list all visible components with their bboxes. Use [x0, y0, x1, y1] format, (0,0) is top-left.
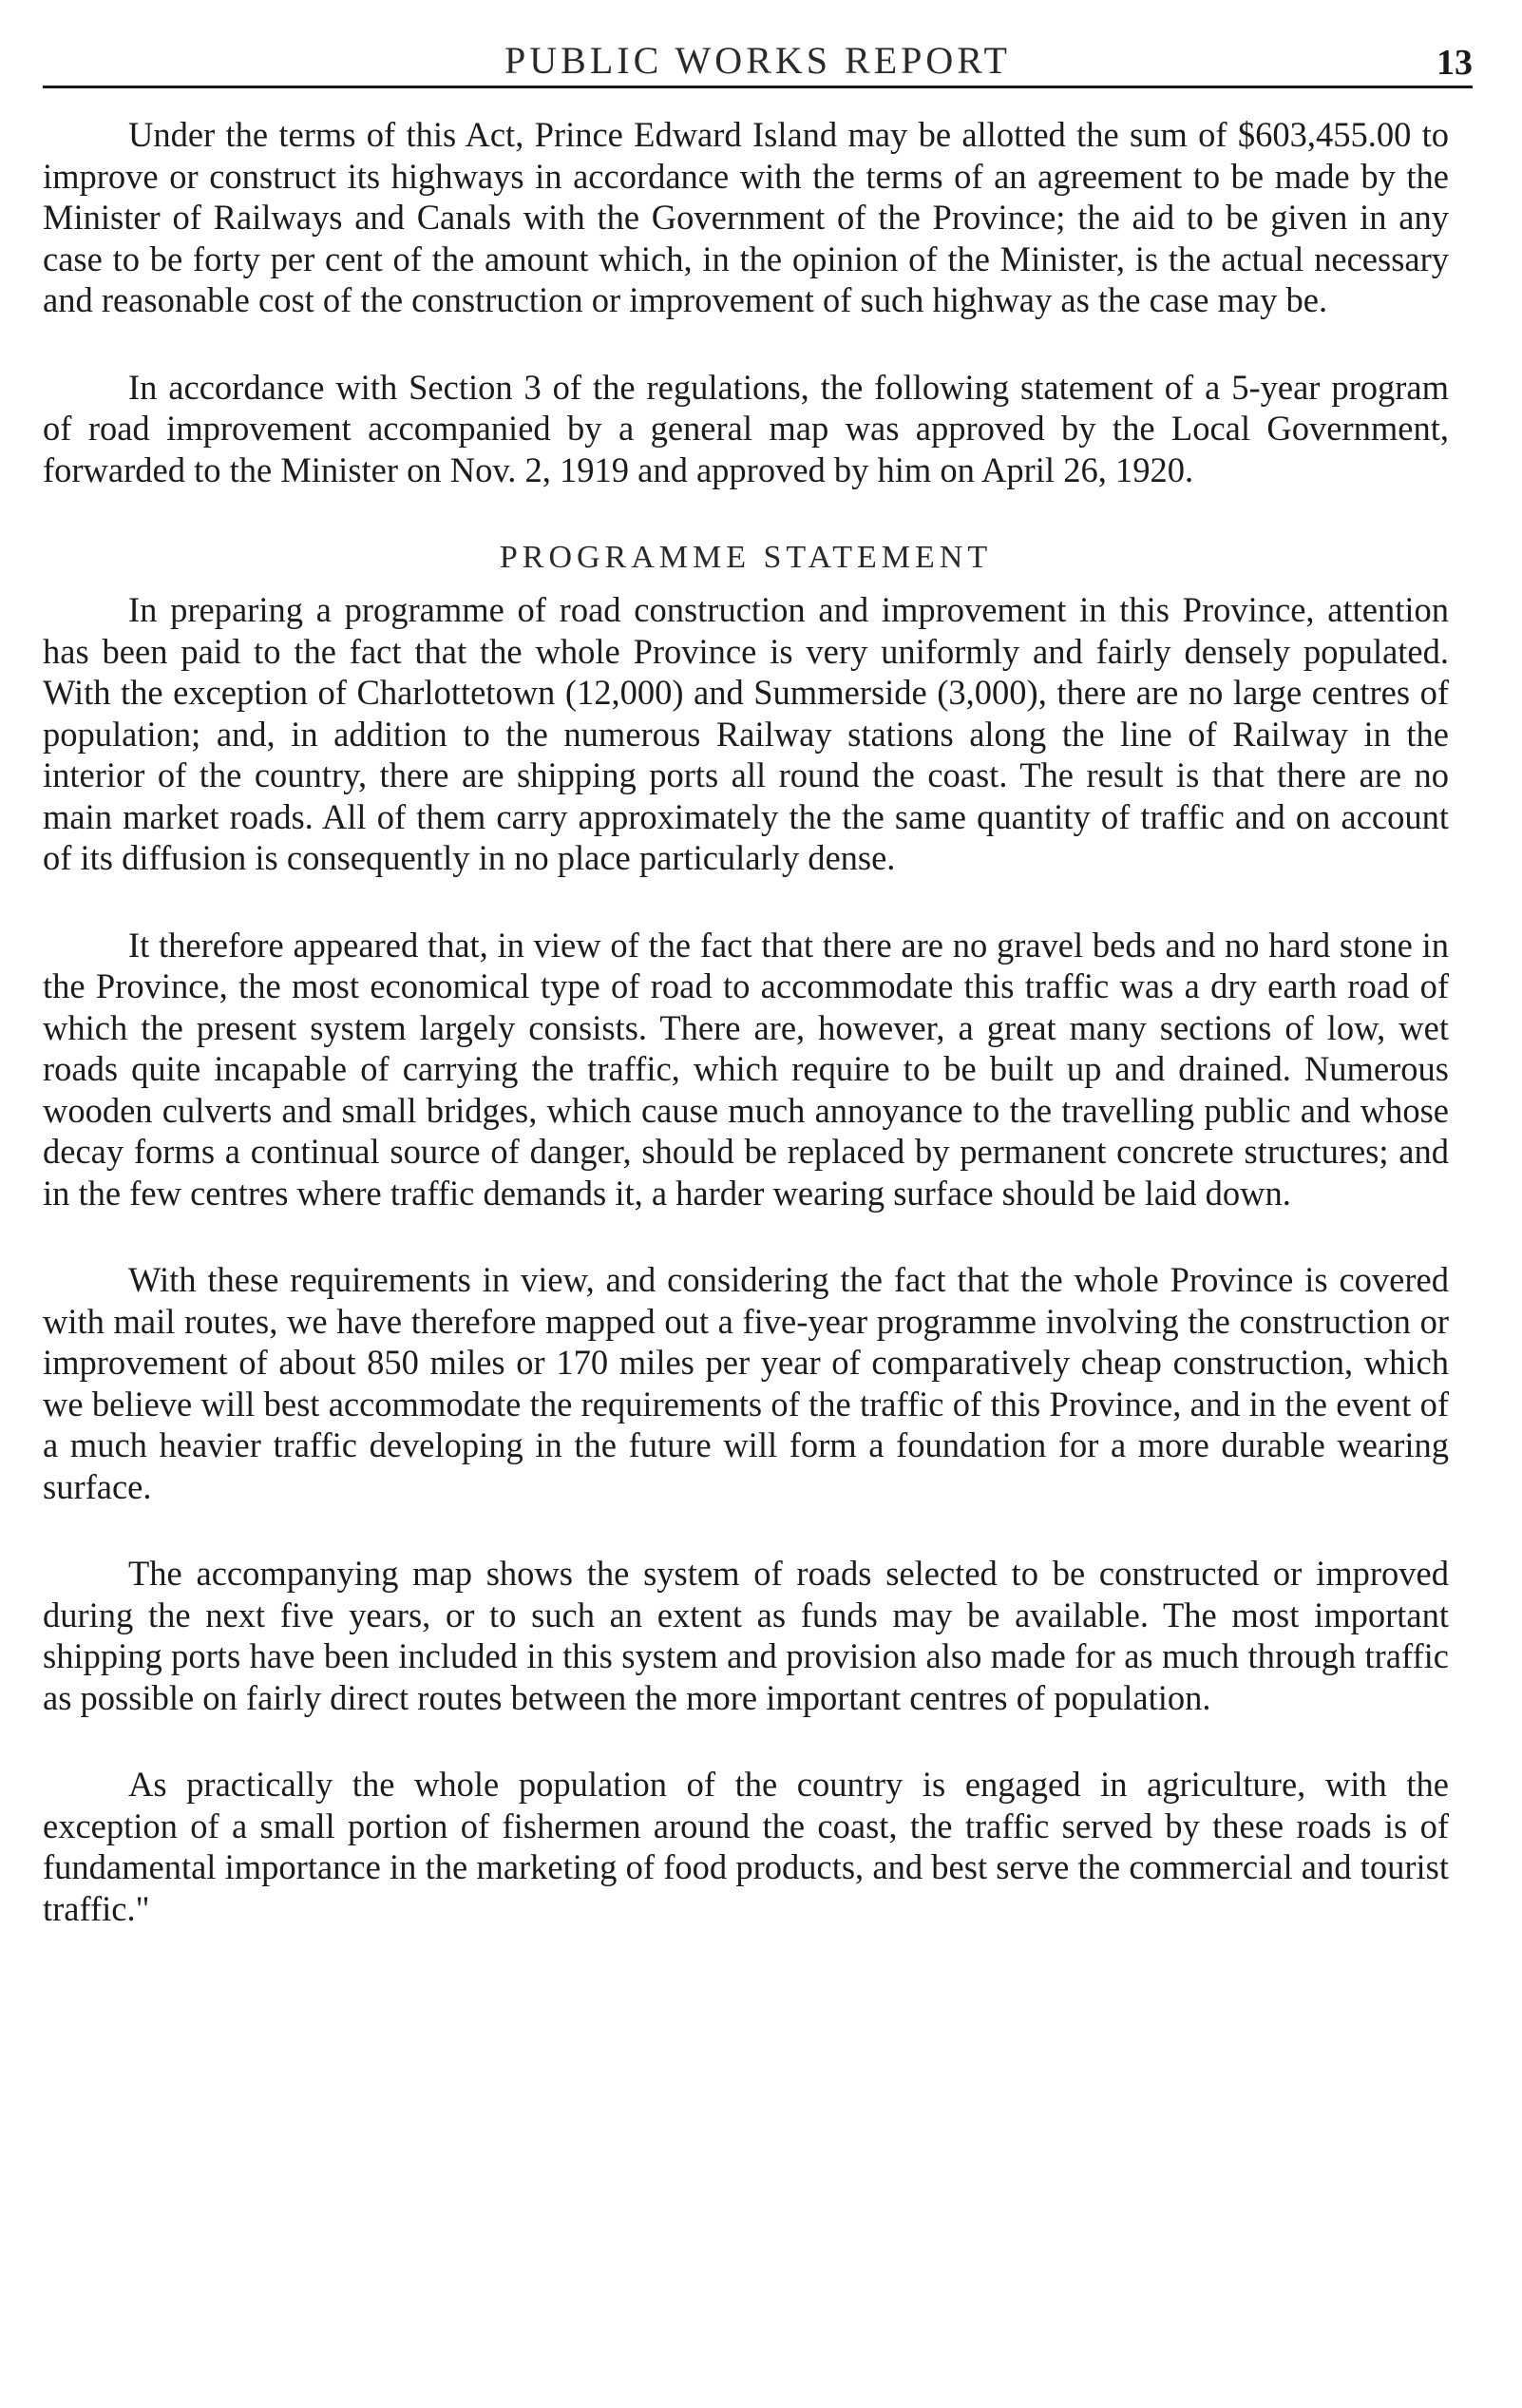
paragraph-road-type: It therefore appeared that, in view of the fact that there are no gravel beds and no hard stone in the Province, the most economical type of road to accommodate this traffic was a dry earth road of which the present system largely consists. There are, however, a great many sections of low, wet roads quite incapable of carrying the traffic, which require to be built up and drained. Numerous wooden culverts and small bridges, which cause much annoyance to the travelling public and whose decay forms a continual source of danger, should be replaced by permanent concrete structures; and in the few centres where traffic demands it, a harder wearing surface should be laid down. [43, 925, 1449, 1213]
paragraph-map-system: The accompanying map shows the system of roads selected to be constructed or improved during the next five years, or to such an extent as funds may be available. The most important shipping ports have been included in this system and provision also made for as much through traffic as possible on fairly direct routes between the more important centres of population. [43, 1554, 1449, 1717]
page-number: 13 [1436, 43, 1473, 83]
running-title: PUBLIC WORKS REPORT [504, 39, 1011, 82]
paragraph-population: In preparing a programme of road construction and improvement in this Province, attention has been paid to the fact that the whole Province is very uniformly and fairly densely populated. With the exception of Charlottetown (12,000) and Summerside (3,000), there are no large centres of population; and, in addition to the numerous Railway stations along the line of Railway in the interior of the country, there are shipping ports all round the coast. The result is that there are no main market roads. All of them carry approximately the the same quantity of traffic and on account of its diffusion is consequently in no place particularly dense. [43, 590, 1449, 877]
running-header [43, 29, 1473, 86]
paragraph-act-allotment: Under the terms of this Act, Prince Edward Island may be allotted the sum of $603,455.00 to improve or construct its highways in accordance with the terms of an agreement to be made by the Minister of Railways and Canals with the Government of the Province; the aid to be given in any case to be forty per cent of the amount which, in the opinion of the Minister, is the actual necessary and reasonable cost of the construction or improvement of such highway as the case may be. [43, 115, 1449, 319]
header-rule [43, 86, 1473, 88]
paragraph-program-approval: In accordance with Section 3 of the regulations, the following statement of a 5-year program of road improvement accompanied by a general map was approved by the Local Government, forwarded to the Minister on Nov. 2, 1919 and approved by him on April 26, 1920. [43, 367, 1449, 489]
section-heading: PROGRAMME STATEMENT [499, 540, 993, 575]
paragraph-five-year-programme: With these requirements in view, and considering the fact that the whole Province is covered with mail routes, we have therefore mapped out a five-year programme involving the construction or improvement of about 850 miles or 170 miles per year of comparatively cheap construction, which we believe will best accommodate the requirements of the traffic of this Province, and in the event of a much heavier traffic developing in the future will form a foundation for a more durable wearing surface. [43, 1260, 1449, 1506]
paragraph-agriculture: As practically the whole population of the country is engaged in agriculture, with the exception of a small portion of fishermen around the coast, the traffic served by these roads is of fundamental importance in the marketing of food products, and best serve the commercial and tourist traffic." [43, 1765, 1449, 1928]
body-text [43, 114, 1449, 1975]
